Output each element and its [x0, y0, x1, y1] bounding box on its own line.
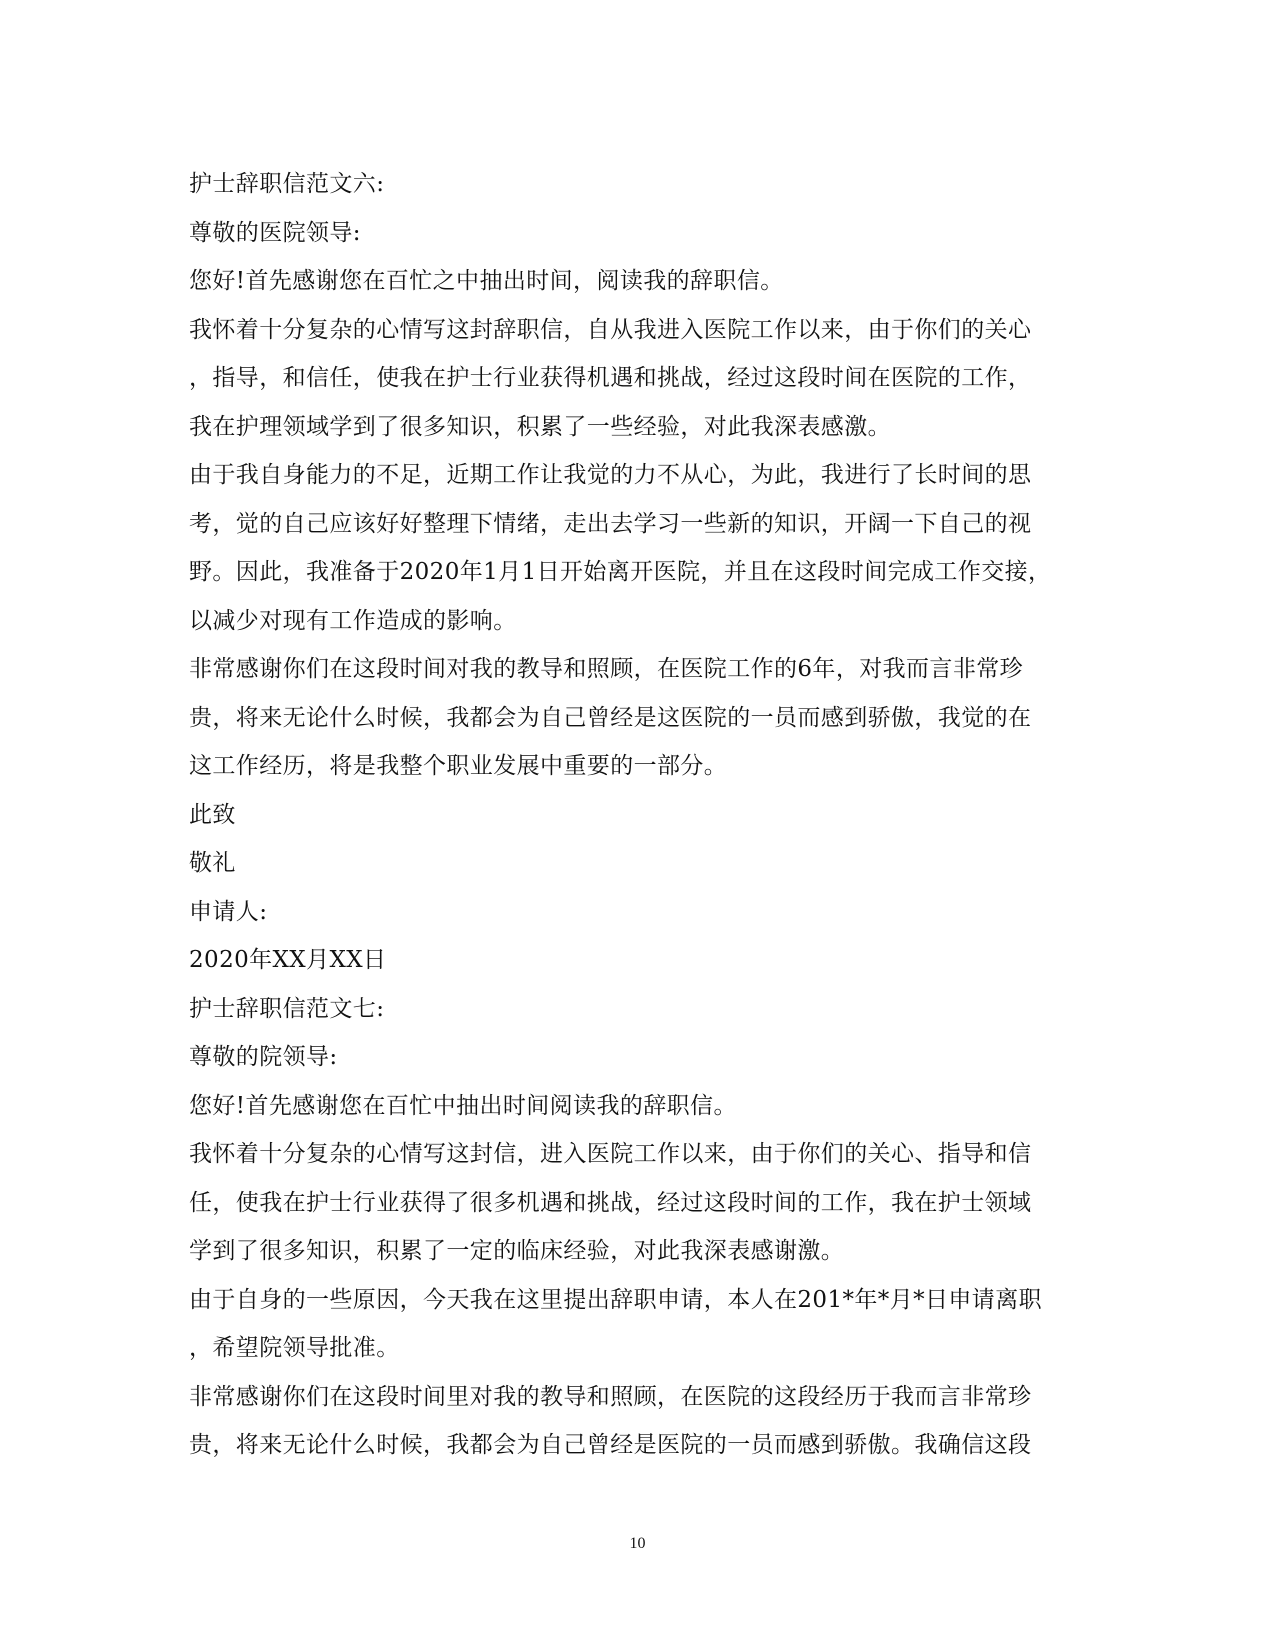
text-line: 我怀着十分复杂的心情写这封辞职信，自从我进入医院工作以来，由于你们的关心 — [189, 316, 1032, 343]
text-line: 由于自身的一些原因，今天我在这里提出辞职申请，本人在201*年*月*日申请离职 — [189, 1286, 1042, 1313]
text-line: 非常感谢你们在这段时间里对我的教导和照顾，在医院的这段经历于我而言非常珍 — [189, 1383, 1032, 1410]
text-line: 我在护理领域学到了很多知识，积累了一些经验，对此我深表感激。 — [189, 413, 891, 440]
closing-line: 此致 — [189, 801, 236, 828]
text-line: 这工作经历，将是我整个职业发展中重要的一部分。 — [189, 753, 728, 779]
closing-line: 敬礼 — [189, 850, 236, 876]
salutation: 尊敬的院领导: — [189, 1044, 338, 1070]
text-line: ，希望院领导批准。 — [189, 1335, 400, 1361]
applicant-label: 申请人: — [189, 898, 268, 925]
salutation: 尊敬的医院领导: — [189, 219, 361, 246]
text-line: 任，使我在护士行业获得了很多机遇和挑战，经过这段时间的工作，我在护士领域 — [189, 1189, 1032, 1216]
text-line: 我怀着十分复杂的心情写这封信，进入医院工作以来，由于你们的关心、指导和信 — [189, 1141, 1032, 1167]
text-line: 以减少对现有工作造成的影响。 — [189, 607, 517, 634]
date-line: 2020年XX月XX日 — [189, 947, 387, 973]
text-line: 考，觉的自己应该好好整理下情绪，走出去学习一些新的知识，开阔一下自己的视 — [189, 510, 1032, 537]
text-line: 野。因此，我准备于2020年1月1日开始离开医院，并且在这段时间完成工作交接， — [189, 559, 1052, 585]
text-line: 贵，将来无论什么时候，我都会为自己曾经是医院的一员而感到骄傲。我确信这段 — [189, 1432, 1032, 1458]
document-body — [189, 160, 1089, 1470]
text-line: 您好!首先感谢您在百忙之中抽出时间，阅读我的辞职信。 — [189, 268, 784, 294]
text-line: 贵，将来无论什么时候，我都会为自己曾经是这医院的一员而感到骄傲，我觉的在 — [189, 704, 1032, 731]
section-title-7: 护士辞职信范文七: — [189, 995, 385, 1022]
text-line: 非常感谢你们在这段时间对我的教导和照顾，在医院工作的6年，对我而言非常珍 — [189, 656, 1024, 682]
text-line: 由于我自身能力的不足，近期工作让我觉的力不从心，为此，我进行了长时间的思 — [189, 462, 1032, 488]
text-line: ，指导，和信任，使我在护士行业获得机遇和挑战，经过这段时间在医院的工作， — [189, 365, 1032, 391]
section-title-6: 护士辞职信范文六: — [189, 171, 385, 197]
page-number: 10 — [629, 1535, 646, 1552]
text-line: 您好!首先感谢您在百忙中抽出时间阅读我的辞职信。 — [189, 1092, 737, 1119]
text-line: 学到了很多知识，积累了一定的临床经验，对此我深表感谢激。 — [189, 1238, 845, 1264]
